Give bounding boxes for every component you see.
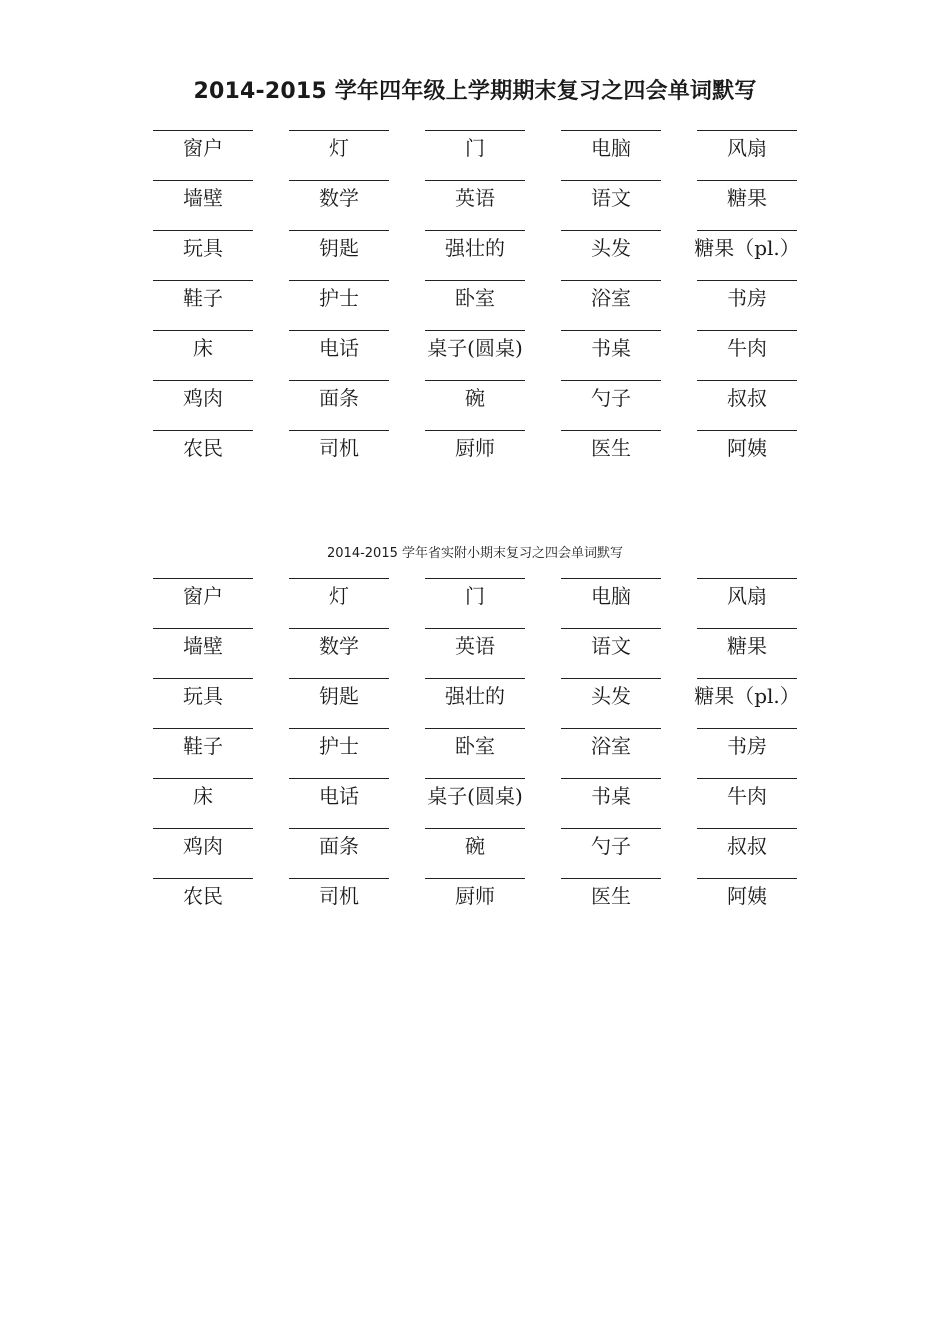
word-cell <box>407 323 543 373</box>
chinese-word: 护士 <box>319 286 359 310</box>
chinese-word: 司机 <box>319 436 359 460</box>
chinese-word: 强壮的 <box>445 236 505 260</box>
answer-blank-line <box>153 180 253 181</box>
word-cell <box>271 821 407 871</box>
chinese-word: 叔叔 <box>727 834 767 858</box>
chinese-word: 玩具 <box>183 236 223 260</box>
chinese-word: 面条 <box>319 386 359 410</box>
word-cell <box>543 323 679 373</box>
word-cell <box>679 721 815 771</box>
answer-blank-line <box>561 230 661 231</box>
word-cell <box>135 423 271 473</box>
word-cell <box>407 671 543 721</box>
chinese-word: 牛肉 <box>727 336 767 360</box>
word-cell <box>271 671 407 721</box>
answer-blank-line <box>289 180 389 181</box>
word-cell <box>679 871 815 921</box>
answer-blank-line <box>697 380 797 381</box>
word-cell <box>271 273 407 323</box>
chinese-word: 牛肉 <box>727 784 767 808</box>
word-cell <box>271 423 407 473</box>
word-cell <box>543 223 679 273</box>
chinese-word: 门 <box>465 584 485 608</box>
answer-blank-line <box>561 778 661 779</box>
chinese-word: 数学 <box>319 634 359 658</box>
worksheet-1-row <box>0 173 950 223</box>
word-cell <box>407 871 543 921</box>
worksheet-1-row <box>0 373 950 423</box>
answer-blank-line <box>425 330 525 331</box>
answer-blank-line <box>153 230 253 231</box>
chinese-word: 鸡肉 <box>183 386 223 410</box>
word-cell <box>679 123 815 173</box>
chinese-word: 门 <box>465 136 485 160</box>
word-cell <box>543 123 679 173</box>
chinese-word: 厨师 <box>455 884 495 908</box>
word-cell <box>407 173 543 223</box>
chinese-word: 司机 <box>319 884 359 908</box>
word-cell <box>135 671 271 721</box>
chinese-word: 窗户 <box>183 584 223 608</box>
answer-blank-line <box>697 280 797 281</box>
chinese-word: 卧室 <box>455 286 495 310</box>
word-cell <box>679 173 815 223</box>
worksheet-2-row <box>0 571 950 621</box>
chinese-word: 风扇 <box>727 136 767 160</box>
answer-blank-line <box>425 778 525 779</box>
chinese-word: 玩具 <box>183 684 223 708</box>
answer-blank-line <box>697 430 797 431</box>
word-cell <box>679 671 815 721</box>
answer-blank-line <box>697 330 797 331</box>
chinese-word: 头发 <box>591 684 631 708</box>
answer-blank-line <box>561 628 661 629</box>
chinese-word: 语文 <box>591 186 631 210</box>
answer-blank-line <box>561 130 661 131</box>
answer-blank-line <box>289 828 389 829</box>
word-cell <box>407 273 543 323</box>
worksheet-2-row <box>0 621 950 671</box>
chinese-word: 鞋子 <box>183 734 223 758</box>
answer-blank-line <box>289 678 389 679</box>
answer-blank-line <box>425 380 525 381</box>
answer-blank-line <box>289 230 389 231</box>
answer-blank-line <box>697 578 797 579</box>
word-cell <box>271 173 407 223</box>
chinese-word: 浴室 <box>591 734 631 758</box>
word-cell <box>135 373 271 423</box>
answer-blank-line <box>289 878 389 879</box>
answer-blank-line <box>153 878 253 879</box>
chinese-word: 厨师 <box>455 436 495 460</box>
answer-blank-line <box>425 430 525 431</box>
worksheet-2-word-grid <box>0 571 950 921</box>
answer-blank-line <box>561 728 661 729</box>
word-cell <box>543 871 679 921</box>
chinese-word: 糖果 <box>727 186 767 210</box>
word-cell <box>679 571 815 621</box>
chinese-word: 钥匙 <box>319 236 359 260</box>
word-cell <box>679 423 815 473</box>
word-cell <box>135 223 271 273</box>
word-cell <box>271 123 407 173</box>
worksheet-1-row <box>0 123 950 173</box>
answer-blank-line <box>289 578 389 579</box>
word-cell <box>135 323 271 373</box>
answer-blank-line <box>425 628 525 629</box>
answer-blank-line <box>289 430 389 431</box>
chinese-word: 头发 <box>591 236 631 260</box>
answer-blank-line <box>425 728 525 729</box>
word-cell <box>679 771 815 821</box>
answer-blank-line <box>153 578 253 579</box>
chinese-word: 叔叔 <box>727 386 767 410</box>
word-cell <box>271 373 407 423</box>
chinese-word: 鞋子 <box>183 286 223 310</box>
chinese-word: 电脑 <box>591 136 631 160</box>
word-cell <box>271 771 407 821</box>
chinese-word: 墙壁 <box>183 186 223 210</box>
answer-blank-line <box>289 330 389 331</box>
chinese-word: 墙壁 <box>183 634 223 658</box>
worksheet-1-row <box>0 423 950 473</box>
chinese-word: 阿姨 <box>727 884 767 908</box>
chinese-word: 农民 <box>183 884 223 908</box>
word-cell <box>271 571 407 621</box>
chinese-word: 糖果（pl.） <box>694 236 800 260</box>
chinese-word: 勺子 <box>591 386 631 410</box>
answer-blank-line <box>561 878 661 879</box>
word-cell <box>271 323 407 373</box>
word-cell <box>135 821 271 871</box>
chinese-word: 电话 <box>319 336 359 360</box>
word-cell <box>679 373 815 423</box>
worksheet-1-row <box>0 323 950 373</box>
word-cell <box>135 871 271 921</box>
answer-blank-line <box>697 728 797 729</box>
chinese-word: 卧室 <box>455 734 495 758</box>
word-cell <box>407 123 543 173</box>
word-cell <box>543 273 679 323</box>
word-cell <box>271 621 407 671</box>
answer-blank-line <box>425 678 525 679</box>
word-cell <box>543 721 679 771</box>
word-cell <box>543 771 679 821</box>
worksheet-2-row <box>0 771 950 821</box>
answer-blank-line <box>153 430 253 431</box>
chinese-word: 书房 <box>727 734 767 758</box>
answer-blank-line <box>697 628 797 629</box>
chinese-word: 钥匙 <box>319 684 359 708</box>
worksheet-2-title: 2014-2015 学年省实附小期末复习之四会单词默写 <box>327 546 623 561</box>
word-cell <box>543 821 679 871</box>
word-cell <box>679 223 815 273</box>
answer-blank-line <box>153 130 253 131</box>
word-cell <box>543 571 679 621</box>
chinese-word: 床 <box>193 336 213 360</box>
worksheet-2-row <box>0 671 950 721</box>
worksheet-2-row <box>0 871 950 921</box>
answer-blank-line <box>561 280 661 281</box>
word-cell <box>679 323 815 373</box>
chinese-word: 农民 <box>183 436 223 460</box>
chinese-word: 灯 <box>329 584 349 608</box>
answer-blank-line <box>153 380 253 381</box>
word-cell <box>271 223 407 273</box>
answer-blank-line <box>561 330 661 331</box>
answer-blank-line <box>561 578 661 579</box>
chinese-word: 桌子(圆桌) <box>427 784 523 808</box>
answer-blank-line <box>289 628 389 629</box>
chinese-word: 浴室 <box>591 286 631 310</box>
word-cell <box>679 273 815 323</box>
answer-blank-line <box>697 180 797 181</box>
word-cell <box>135 173 271 223</box>
answer-blank-line <box>697 828 797 829</box>
worksheet-1-row <box>0 273 950 323</box>
chinese-word: 灯 <box>329 136 349 160</box>
word-cell <box>135 123 271 173</box>
word-cell <box>407 721 543 771</box>
chinese-word: 糖果 <box>727 634 767 658</box>
answer-blank-line <box>561 430 661 431</box>
word-cell <box>407 821 543 871</box>
worksheet-2-row <box>0 721 950 771</box>
chinese-word: 医生 <box>591 884 631 908</box>
answer-blank-line <box>289 728 389 729</box>
answer-blank-line <box>561 828 661 829</box>
chinese-word: 书桌 <box>591 784 631 808</box>
answer-blank-line <box>425 828 525 829</box>
word-cell <box>543 373 679 423</box>
chinese-word: 桌子(圆桌) <box>427 336 523 360</box>
word-cell <box>543 423 679 473</box>
answer-blank-line <box>697 878 797 879</box>
answer-blank-line <box>425 878 525 879</box>
chinese-word: 勺子 <box>591 834 631 858</box>
answer-blank-line <box>425 230 525 231</box>
word-cell <box>543 671 679 721</box>
answer-blank-line <box>425 578 525 579</box>
word-cell <box>135 273 271 323</box>
chinese-word: 电脑 <box>591 584 631 608</box>
answer-blank-line <box>425 280 525 281</box>
chinese-word: 电话 <box>319 784 359 808</box>
answer-blank-line <box>697 678 797 679</box>
word-cell <box>543 621 679 671</box>
chinese-word: 鸡肉 <box>183 834 223 858</box>
chinese-word: 医生 <box>591 436 631 460</box>
chinese-word: 英语 <box>455 186 495 210</box>
word-cell <box>135 721 271 771</box>
answer-blank-line <box>289 130 389 131</box>
word-cell <box>135 621 271 671</box>
word-cell <box>271 721 407 771</box>
worksheet-1-row <box>0 223 950 273</box>
chinese-word: 英语 <box>455 634 495 658</box>
word-cell <box>407 621 543 671</box>
chinese-word: 面条 <box>319 834 359 858</box>
answer-blank-line <box>153 628 253 629</box>
answer-blank-line <box>153 330 253 331</box>
worksheet-2-row <box>0 821 950 871</box>
chinese-word: 书房 <box>727 286 767 310</box>
word-cell <box>543 173 679 223</box>
chinese-word: 糖果（pl.） <box>694 684 800 708</box>
word-cell <box>271 871 407 921</box>
word-cell <box>407 423 543 473</box>
answer-blank-line <box>697 230 797 231</box>
worksheet-1-word-grid <box>0 123 950 473</box>
word-cell <box>407 373 543 423</box>
chinese-word: 阿姨 <box>727 436 767 460</box>
word-cell <box>135 571 271 621</box>
answer-blank-line <box>153 778 253 779</box>
answer-blank-line <box>561 678 661 679</box>
word-cell <box>135 771 271 821</box>
chinese-word: 窗户 <box>183 136 223 160</box>
answer-blank-line <box>697 130 797 131</box>
answer-blank-line <box>425 130 525 131</box>
answer-blank-line <box>561 380 661 381</box>
chinese-word: 碗 <box>465 834 485 858</box>
chinese-word: 护士 <box>319 734 359 758</box>
chinese-word: 书桌 <box>591 336 631 360</box>
word-cell <box>407 771 543 821</box>
worksheet-1-title: 2014-2015 学年四年级上学期期末复习之四会单词默写 <box>193 79 757 104</box>
word-cell <box>679 821 815 871</box>
chinese-word: 碗 <box>465 386 485 410</box>
chinese-word: 语文 <box>591 634 631 658</box>
word-cell <box>407 571 543 621</box>
answer-blank-line <box>697 778 797 779</box>
answer-blank-line <box>153 728 253 729</box>
word-cell <box>679 621 815 671</box>
answer-blank-line <box>561 180 661 181</box>
answer-blank-line <box>153 678 253 679</box>
chinese-word: 强壮的 <box>445 684 505 708</box>
chinese-word: 风扇 <box>727 584 767 608</box>
chinese-word: 数学 <box>319 186 359 210</box>
answer-blank-line <box>153 828 253 829</box>
answer-blank-line <box>153 280 253 281</box>
word-cell <box>407 223 543 273</box>
answer-blank-line <box>289 280 389 281</box>
chinese-word: 床 <box>193 784 213 808</box>
answer-blank-line <box>425 180 525 181</box>
answer-blank-line <box>289 380 389 381</box>
answer-blank-line <box>289 778 389 779</box>
